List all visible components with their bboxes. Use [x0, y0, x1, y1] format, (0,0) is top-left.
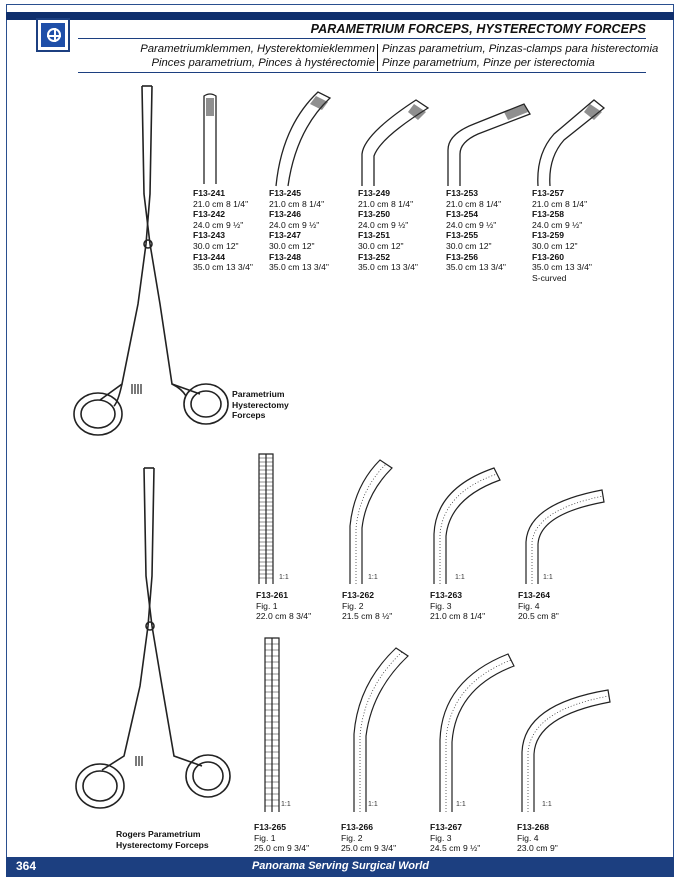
- spec-group-1: F13-241 21.0 cm 8 1/4" F13-242 24.0 cm 9 ½" F13-243 30.0 cm 12" F13-244 35.0 cm 13 3/4": [193, 188, 253, 273]
- scale-label: 1:1: [279, 574, 289, 581]
- rogers-jaw-fig2-icon: [346, 456, 396, 584]
- spec-group-2: F13-245 21.0 cm 8 1/4" F13-246 24.0 cm 9 ½" F13-247 30.0 cm 12" F13-248 35.0 cm 13 3/4": [269, 188, 329, 273]
- spec-group-4: F13-253 21.0 cm 8 1/4" F13-254 24.0 cm 9 ½" F13-255 30.0 cm 12" F13-256 35.0 cm 13 3/4": [446, 188, 506, 273]
- scale-label: 1:1: [368, 574, 378, 581]
- scale-label: 1:1: [543, 574, 553, 581]
- page-title: PARAMETRIUM FORCEPS, HYSTERECTOMY FORCEPS: [310, 22, 646, 36]
- scale-label: 1:1: [455, 574, 465, 581]
- jaw-s-curved-icon: [534, 94, 614, 186]
- rogers-jaw-fig4-long-icon: [518, 686, 612, 812]
- s-curved-note: S-curved: [532, 272, 567, 283]
- rogers-forceps-illustration: [66, 466, 236, 836]
- jaw-curved-icon: [272, 86, 342, 186]
- section2-caption: Rogers Parametrium Hysterectomy Forceps: [116, 829, 209, 850]
- header-bar: [6, 12, 674, 20]
- subtitle-spanish: Pinzas parametrium, Pinzas-clamps para histerectomia: [382, 43, 659, 55]
- rogers-spec-f13-265: F13-265 Fig. 1 25.0 cm 9 3/4": [254, 822, 310, 854]
- rogers-spec-f13-268: F13-268 Fig. 4 23.0 cm 9": [517, 822, 558, 854]
- rogers-jaw-fig3-long-icon: [436, 650, 520, 812]
- title-divider: [78, 38, 646, 39]
- subtitle-french: Pinces parametrium, Pinces à hystérectomie: [151, 57, 375, 69]
- subtitle-german: Parametriumklemmen, Hysterektomieklemmen: [140, 43, 375, 55]
- rogers-spec-f13-264: F13-264 Fig. 4 20.5 cm 8": [518, 590, 559, 622]
- spec-group-3: F13-249 21.0 cm 8 1/4" F13-250 24.0 cm 9 ½" F13-251 30.0 cm 12" F13-252 35.0 cm 13 3/4": [358, 188, 418, 273]
- jaw-straight-icon: [196, 92, 226, 184]
- subtitle-italian: Pinze parametrium, Pinze per isterectomia: [382, 57, 595, 69]
- rogers-jaw-fig3-icon: [430, 464, 504, 584]
- footer-tagline: Panorama Serving Surgical World: [251, 860, 430, 872]
- scale-label: 1:1: [542, 801, 552, 808]
- subtitle-divider: [78, 72, 646, 73]
- spec-group-5: F13-257 21.0 cm 8 1/4" F13-258 24.0 cm 9 ½" F13-259 30.0 cm 12" F13-260 35.0 cm 13 3/4" S-curved: [532, 188, 592, 283]
- jaw-double-angled-icon: [444, 94, 536, 186]
- rogers-jaw-fig1-long-icon: [262, 636, 282, 812]
- rogers-jaw-fig2-long-icon: [350, 644, 412, 812]
- panorama-logo-icon: [36, 18, 70, 52]
- subtitle-separator: [377, 44, 378, 71]
- rogers-jaw-fig4-icon: [522, 486, 606, 584]
- section1-caption: Parametrium Hysterectomy Forceps: [232, 389, 289, 421]
- rogers-spec-f13-266: F13-266 Fig. 2 25.0 cm 9 3/4": [341, 822, 397, 854]
- rogers-jaw-fig1-icon: [256, 452, 276, 584]
- page-number: 364: [16, 859, 37, 873]
- rogers-spec-f13-267: F13-267 Fig. 3 24.5 cm 9 ½": [430, 822, 481, 854]
- rogers-spec-f13-262: F13-262 Fig. 2 21.5 cm 8 ½": [342, 590, 393, 622]
- jaw-angled-icon: [358, 94, 438, 186]
- scale-label: 1:1: [368, 801, 378, 808]
- rogers-spec-f13-263: F13-263 Fig. 3 21.0 cm 8 1/4": [430, 590, 486, 622]
- rogers-spec-f13-261: F13-261 Fig. 1 22.0 cm 8 3/4": [256, 590, 312, 622]
- scale-label: 1:1: [456, 801, 466, 808]
- scale-label: 1:1: [281, 801, 291, 808]
